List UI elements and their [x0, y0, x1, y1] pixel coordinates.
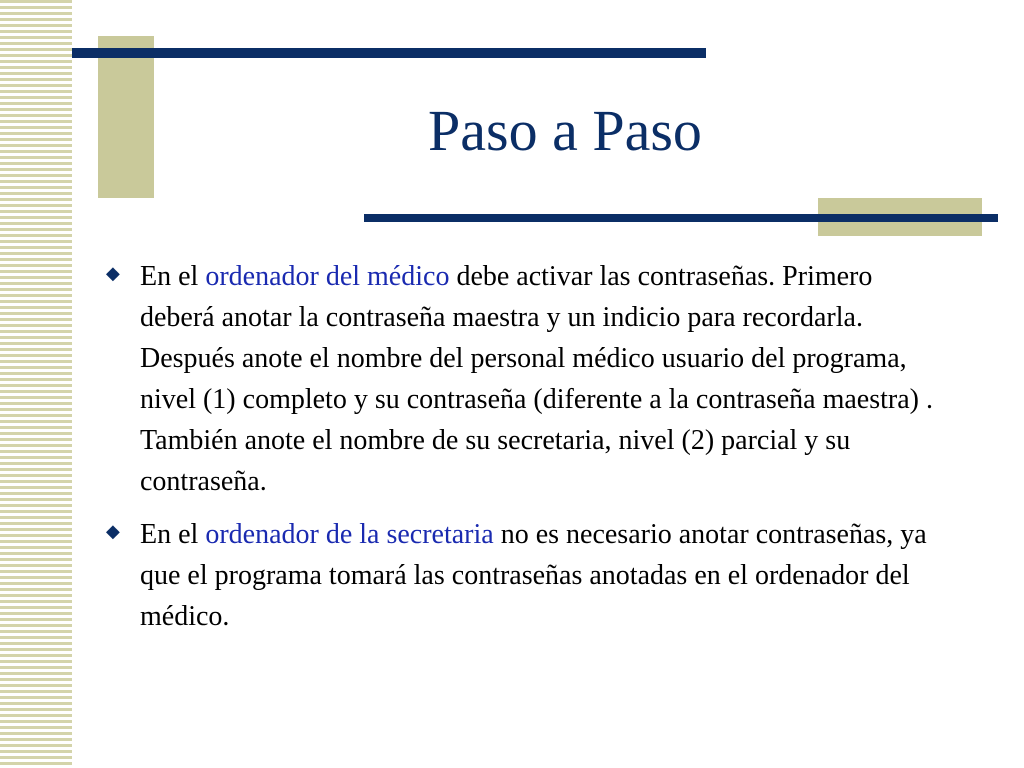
- bullet-text: no es necesario anotar contraseñas, ya que el programa tomará las contraseñas anotadas en el ordenador del médico.: [140, 519, 927, 632]
- bullet-item: [104, 256, 934, 502]
- slide-title: Paso a Paso: [428, 98, 702, 163]
- bullet-highlight: ordenador del médico: [205, 261, 450, 292]
- diamond-bullet-icon: ◆: [106, 521, 120, 541]
- top-navy-rule: [72, 48, 706, 58]
- bullet-item: [104, 514, 934, 637]
- decorative-tan-block-top: [98, 36, 154, 198]
- bullet-prefix: En el: [140, 519, 206, 550]
- bullet-highlight: ordenador de la secretaria: [205, 519, 494, 550]
- diamond-bullet-icon: ◆: [106, 263, 120, 283]
- bullet-list: [104, 256, 934, 649]
- bullet-prefix: En el: [140, 261, 206, 292]
- decorative-stripe-band: [0, 0, 72, 768]
- bullet-text: debe activar las contraseñas. Primero deberá anotar la contraseña maestra y un indicio para recordarla. Después anote el nombre del personal médico usuario del programa, nivel (1) completo y su contraseña (diferente a la contraseña maestra) . También anote el nombre de su secretaria, nivel (2) parcial y su contraseña.: [140, 261, 933, 497]
- bottom-navy-rule: [364, 214, 998, 222]
